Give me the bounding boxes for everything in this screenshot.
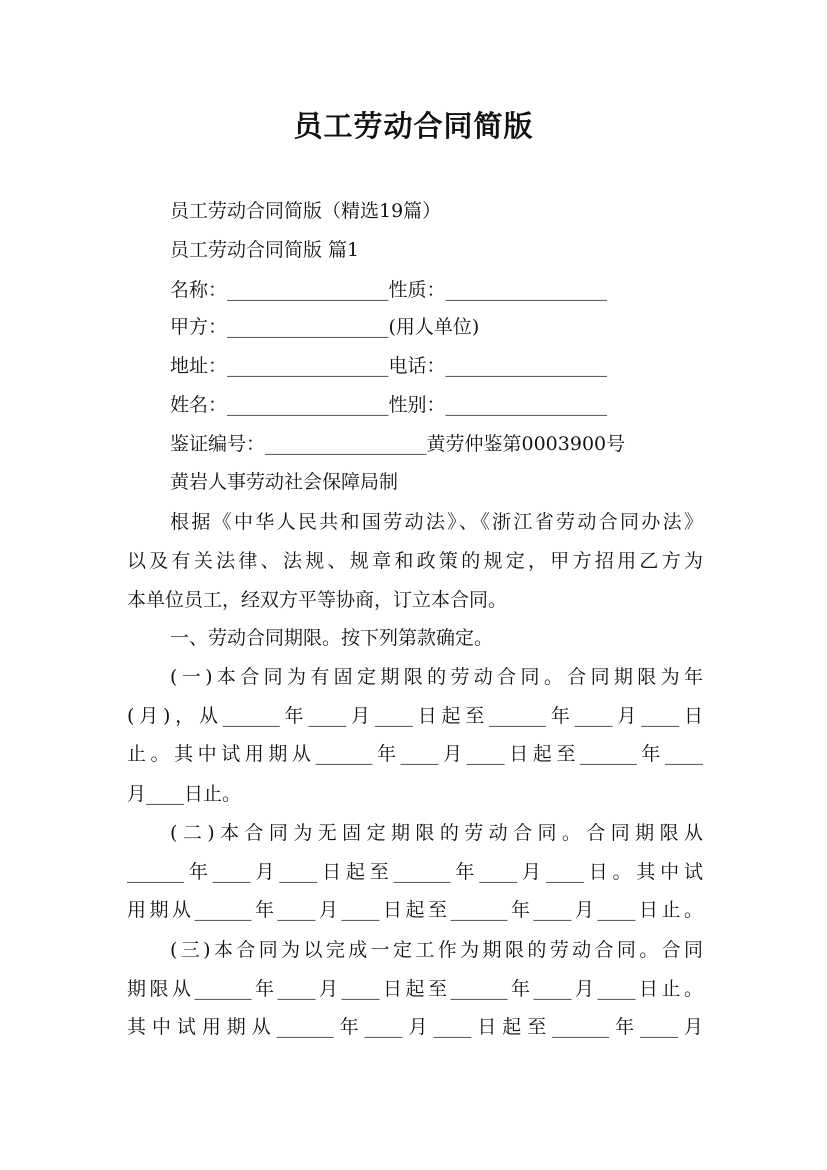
clause-line: 月____日止。 xyxy=(127,783,242,805)
subtitle-line: 员工劳动合同简版（精选19篇） xyxy=(170,200,442,222)
clause-line: (二)本合同为无固定期限的劳动合同。合同期限从 xyxy=(170,822,703,844)
body-paragraph-line: 根据《中华人民共和国劳动法》、《浙江省劳动合同办法》 xyxy=(170,511,703,533)
clause-line: ______年____月____日起至______年____月____日。其中试 xyxy=(127,861,703,883)
clause-line: 期限从______年____月____日起至______年____月____日止。 xyxy=(127,978,703,1000)
form-field-cert-number: 鉴证编号：_________________黄劳仲鉴第0003900号 xyxy=(170,433,626,455)
body-paragraph-line: 以及有关法律、法规、规章和政策的规定，甲方招用乙方为 xyxy=(127,550,703,572)
clause-line: 用期从______年____月____日起至______年____月____日止。 xyxy=(127,899,703,921)
body-paragraph-line: 本单位员工，经双方平等协商，订立本合同。 xyxy=(127,589,508,611)
document-title: 员工劳动合同简版 xyxy=(293,109,534,143)
clause-line: (月)，从______年____月____日起至______年____月____日 xyxy=(127,705,703,727)
section-heading: 员工劳动合同简版 篇1 xyxy=(170,239,360,261)
clause-heading: 一、劳动合同期限。按下列第款确定。 xyxy=(170,627,494,649)
issuer-line: 黄岩人事劳动社会保障局制 xyxy=(170,471,399,493)
clause-line: (三)本合同为以完成一定工作为期限的劳动合同。合同 xyxy=(170,939,703,961)
clause-line: 止。其中试用期从______年____月____日起至______年____ xyxy=(127,743,703,765)
clause-line: 其中试用期从______年____月____日起至______年____月 xyxy=(127,1016,703,1038)
form-field-address-phone: 地址：_________________电话：_________________ xyxy=(170,355,608,377)
form-field-name-nature: 名称：_________________性质：_________________ xyxy=(170,279,608,301)
clause-line: (一)本合同为有固定期限的劳动合同。合同期限为年 xyxy=(170,666,703,688)
form-field-name-gender: 姓名：_________________性别：_________________ xyxy=(170,394,608,416)
form-field-party-a: 甲方：_________________(用人单位) xyxy=(170,316,480,338)
